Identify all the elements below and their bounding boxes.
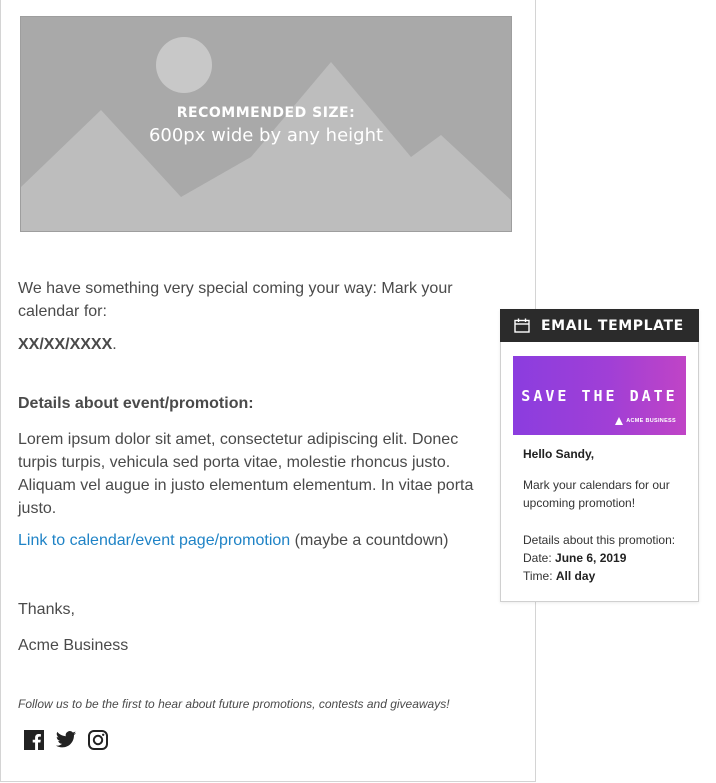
twitter-icon[interactable] [55, 729, 77, 751]
card-title: EMAIL TEMPLATE [541, 317, 684, 334]
hero-image-placeholder [20, 16, 512, 232]
save-the-date-banner [513, 356, 686, 435]
card-details [523, 531, 675, 585]
date-line [18, 336, 117, 354]
card-date-label: Date: [523, 551, 556, 565]
card-header [500, 309, 699, 342]
hero-subtext: 600px wide by any height [148, 125, 384, 146]
card-time-label: Time: [523, 569, 556, 583]
card-message: Mark your calendars for our upcoming promotion! [523, 478, 670, 510]
card-greeting: Hello Sandy, [523, 447, 595, 461]
details-heading: Details about event/promotion: [18, 395, 254, 412]
calendar-icon [514, 318, 530, 333]
card-date-line [523, 549, 675, 567]
instagram-icon[interactable] [87, 729, 109, 751]
date-suffix: . [112, 336, 117, 353]
date-placeholder: XX/XX/XXXX [18, 336, 113, 353]
acme-logo-icon [615, 417, 623, 425]
follow-text: Follow us to be the first to hear about future promotions, contests and giveaways! [18, 697, 450, 711]
card-date-value: June 6, 2019 [555, 551, 627, 565]
link-suffix: (maybe a countdown) [290, 532, 449, 549]
banner-brand [615, 417, 676, 425]
card-details-label: Details about this promotion: [523, 533, 676, 547]
card-time-value: All day [555, 569, 596, 583]
email-template-card [500, 309, 699, 602]
banner-text: SAVE THE DATE [521, 387, 678, 405]
signature: Acme Business [18, 637, 129, 654]
facebook-icon[interactable] [23, 729, 45, 751]
details-body: Lorem ipsum dolor sit amet, consectetur adipiscing elit. Donec turpis turpis, vehicula sed porta vitae, molestie rhoncus justo. Aliquam vel augue in justo elementum elementum. In vitae porta justo. [18, 431, 474, 517]
hero-label: RECOMMENDED SIZE: [176, 105, 356, 121]
calendar-link[interactable]: Link to calendar/event page/promotion [18, 532, 291, 549]
link-line [18, 532, 449, 550]
thanks-text: Thanks, [18, 601, 75, 618]
banner-brand-text: ACME BUSINESS [626, 418, 676, 424]
card-time-line [523, 567, 675, 585]
intro-text: We have something very special coming your way: Mark your calendar for: [18, 280, 453, 320]
social-icons [23, 729, 109, 751]
